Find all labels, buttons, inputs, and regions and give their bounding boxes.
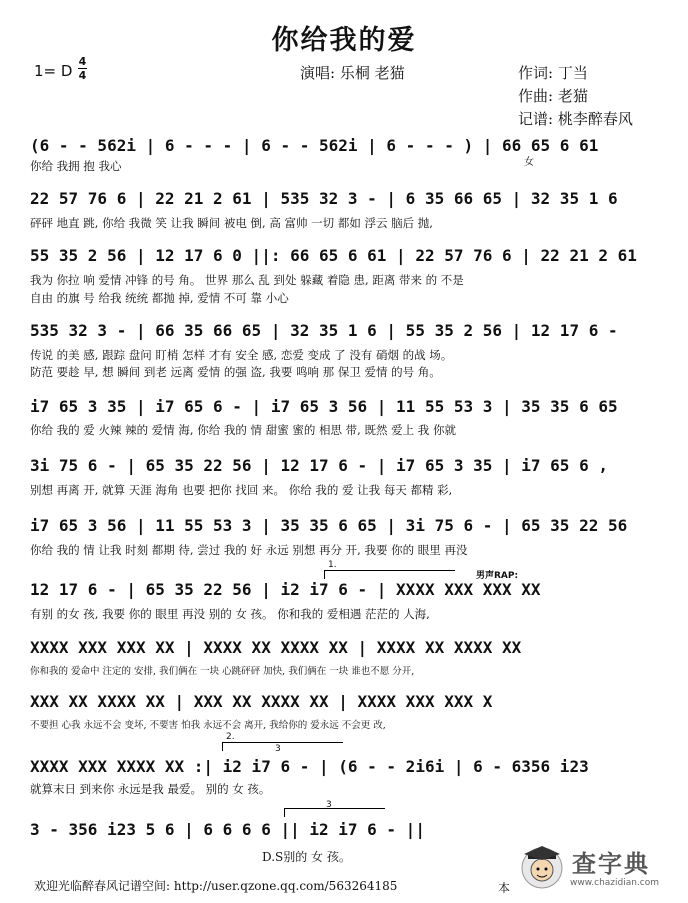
- volta-number-2: 2.: [226, 732, 235, 742]
- lyric-line-2: 砰砰 地直 跳, 你给 我微 笑 让我 瞬间 被电 倒, 高 富帅 一切 都如 浮云 脑后 抛,: [30, 216, 433, 230]
- key-signature: 1= D: [34, 62, 73, 80]
- volta-bracket-1: [324, 570, 455, 579]
- lyric-line-3: 我为 你拉 响 爱情 冲锋 的号 角。 世界 那么 乱 到处 躲藏 着隐 患, 距离 带来 的 不是: [30, 273, 464, 287]
- logo-text: 查字典: [572, 850, 650, 878]
- notation-line-3: 55 35 2 56 | 12 17 6 0 ||: 66 65 6 61 | 22 57 76 6 | 22 21 2 61: [30, 246, 637, 265]
- triplet-mark-1: 3: [275, 744, 281, 754]
- transcriber: 记谱: 桃李醉春风: [518, 110, 633, 128]
- notation-line-9: XXXX XXX XXX XX | XXXX XX XXXX XX | XXXX XX XXXX XX: [30, 638, 522, 657]
- lyric-line-6: 防范 要趁 早, 想 瞬间 到老 远离 爱情 的强 盗, 我要 鸣响 那 保卫 爱情 的号 角。: [30, 365, 441, 379]
- notation-line-8: 12 17 6 - | 65 35 22 56 | i2 i7 6 - | XXXX XXX XXX XX: [30, 580, 541, 599]
- lyric-line-12: 不要担 心我 永远不会 变坏, 不要害 怕我 永远不会 离开, 我给你的 爱永远 不会更 改,: [30, 720, 386, 731]
- time-signature: 4 4: [78, 55, 87, 82]
- lyric-line-5: 传说 的美 感, 跟踪 盘问 盯梢 怎样 才有 安全 感, 恋爱 变成 了 没有 硝烟 的战 场。: [30, 348, 453, 362]
- lyric-line-8: 别想 再离 开, 就算 天涯 海角 也要 把你 找回 来。 你给 我的 爱 让我 每天 都精 彩,: [30, 483, 453, 497]
- notation-line-10: XXX XX XXXX XX | XXX XX XXXX XX | XXXX XXX XXX X: [30, 692, 493, 711]
- rap-label: 男声RAP:: [476, 571, 519, 581]
- song-title: 你给我的爱: [271, 25, 417, 56]
- female-part-marker: 女: [524, 157, 534, 168]
- lyricist: 作词: 丁当: [518, 64, 588, 82]
- credits: [518, 62, 633, 131]
- volta-bracket-3: [284, 808, 385, 817]
- lyric-line-4: 自由 的旗 号 给我 统统 都抛 掉, 爱情 不可 靠 小心: [30, 291, 289, 305]
- triplet-mark-2: 3: [326, 800, 332, 810]
- volta-bracket-2: [222, 742, 343, 751]
- notation-line-2: 22 57 76 6 | 22 21 2 61 | 535 32 3 - | 6 35 66 65 | 32 35 1 6: [30, 189, 618, 208]
- volta-number-1: 1.: [328, 560, 337, 570]
- notation-line-5: i7 65 3 35 | i7 65 6 - | i7 65 3 56 | 11 55 53 3 | 35 35 6 65: [30, 397, 618, 416]
- notation-line-7: i7 65 3 56 | 11 55 53 3 | 35 35 6 65 | 3i 75 6 - | 65 35 22 56: [30, 516, 628, 535]
- notation-line-6: 3i 75 6 - | 65 35 22 56 | 12 17 6 - | i7 65 3 35 | i7 65 6 ,: [30, 456, 608, 475]
- lyric-line-9: 你给 我的 情 让我 时刻 都期 待, 尝过 我的 好 永远 别想 再分 开, 我要 你的 眼里 再没: [30, 543, 468, 557]
- lyric-line-13: 就算末日 到来你 永远是我 最爱。 别的 女 孩。: [30, 782, 271, 796]
- footer-ben: 本: [498, 881, 511, 895]
- singers: 演唱: 乐桐 老猫: [300, 64, 405, 82]
- notation-line-11: XXXX XXX XXXX XX :| i2 i7 6 - | (6 - - 2i6i | 6 - 6356 i23: [30, 757, 589, 776]
- chazidian-logo: [518, 838, 680, 894]
- notation-line-12: 3 - 356 i23 5 6 | 6 6 6 6 || i2 i7 6 - ||: [30, 820, 425, 839]
- lyric-line-10: 有别 的女 孩, 我要 你的 眼里 再没 别的 女 孩。 你和我的 爱相遇 茫茫的 人海,: [30, 607, 430, 621]
- logo-url: www.chazidian.com: [570, 878, 660, 888]
- lyric-line-11: 你和我的 爱命中 注定的 安排, 我们俩在 一块 心跳砰砰 加快, 我们俩在 一块 谁也不愿 分开,: [30, 666, 415, 677]
- footer-credit: 欢迎光临醉春风记谱空间: http://user.qzone.qq.com/563264185: [34, 879, 398, 893]
- lyric-line-1: 你给 我拥 抱 我心: [30, 159, 122, 173]
- notation-line-4: 535 32 3 - | 66 35 66 65 | 32 35 1 6 | 55 35 2 56 | 12 17 6 -: [30, 321, 618, 340]
- lyric-line-7: 你给 我的 爱 火辣 辣的 爱情 海, 你给 我的 情 甜蜜 蜜的 相思 带, 既然 爱上 我 你就: [30, 423, 456, 437]
- composer: 作曲: 老猫: [518, 87, 588, 105]
- ds-lyric: D.S别的 女 孩。: [262, 850, 351, 864]
- notation-line-1: (6 - - 562i | 6 - - - | 6 - - 562i | 6 - - - ) | 66 65 6 61: [30, 136, 599, 155]
